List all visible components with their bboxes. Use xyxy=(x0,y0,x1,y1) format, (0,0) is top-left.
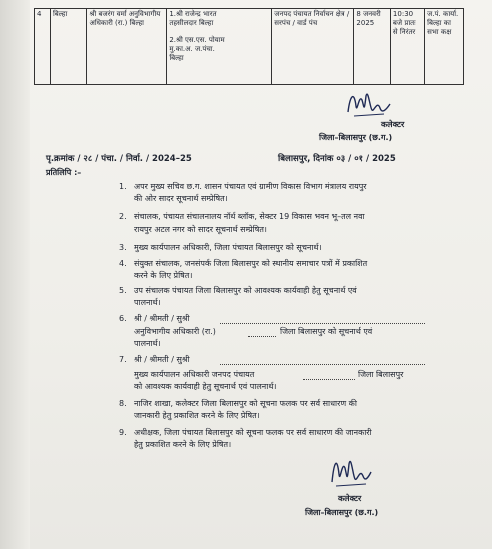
member-line: मु.का.अ. ज.पंचा. xyxy=(169,45,215,53)
item-line: जानकारी हेतु प्रकाशित करने के लिए प्रेषित। xyxy=(134,411,260,420)
cell-members xyxy=(167,9,272,85)
item-line: अधीक्षक, जिला पंचायत बिलासपुर को सूचना फलक पर सर्व साधारण की जानकारी xyxy=(134,428,372,437)
item-line: संचालक, पंचायत संचालनालय नॉर्थ ब्लॉक, सेक्टर 19 विकास भवन भू–तल नवा xyxy=(134,212,365,221)
office-top: जिला–बिलासपुर (छ.ग.) xyxy=(319,133,393,142)
item-number: 7. xyxy=(119,355,127,364)
designation-bottom: कलेक्टर xyxy=(338,494,362,503)
fill-line xyxy=(220,364,425,365)
member-line: 2.श्री एस.एस. पोयाम xyxy=(169,36,225,44)
item-number: 9. xyxy=(119,428,127,437)
cell-election: जनपद पंचायत निर्वाचन क्षेत्र / सरपंच / वार्ड पंच xyxy=(272,9,354,85)
cell-district: बिल्हा xyxy=(50,9,87,85)
page-edge-shadow xyxy=(0,0,30,549)
member-line: तहसीलदार बिल्हा xyxy=(169,19,214,27)
item-line: जिला बिलासपुर xyxy=(358,370,404,379)
item-line: श्री / श्रीमती / सुश्री xyxy=(134,314,190,323)
item-line: की ओर सादर सूचनार्थ सम्प्रेषित। xyxy=(134,194,228,203)
cell-serial: 4 xyxy=(35,9,51,85)
item-number: 3. xyxy=(119,243,127,252)
item-number: 4. xyxy=(119,259,127,268)
office-bottom: जिला–बिलासपुर (छ.ग.) xyxy=(305,508,379,517)
item-number: 2. xyxy=(119,212,127,221)
item-number: 1. xyxy=(119,182,127,191)
item-line: जिला बिलासपुर को सूचनार्थ एवं xyxy=(280,327,373,336)
cell-date: 8 जनवरी 2025 xyxy=(354,9,391,85)
signature-bottom xyxy=(328,452,374,490)
item-number: 8. xyxy=(119,399,127,408)
item-line: करने के लिए प्रेषित। xyxy=(134,271,193,280)
table-row xyxy=(35,9,464,85)
copy-label: प्रतिलिपि :– xyxy=(46,168,82,177)
item-line: पालनार्थ। xyxy=(134,339,161,348)
item-line: अपर मुख्य सचिव छ.ग. शासन पंचायत एवं ग्रामीण विकास विभाग मंत्रालय रायपुर xyxy=(134,182,367,191)
cell-venue: ज.पं. कार्या. बिल्हा का सभा कक्ष xyxy=(425,9,464,85)
cell-officer: श्री बजरंग वर्मा अनुविभागीय अधिकारी (रा.) बिल्हा xyxy=(87,9,167,85)
item-line: उप संचालक पंचायत जिला बिलासपुर को आवश्यक कार्यवाही हेतु सूचनार्थ एवं xyxy=(134,286,357,295)
designation-top: कलेक्टर xyxy=(381,120,405,129)
item-line: रायपुर अटल नगर को सादर सूचनार्थ सम्प्रेषित। xyxy=(134,225,267,234)
item-line: पालनार्थ। xyxy=(134,298,161,307)
cell-time: 10:30 बजे प्रातः से निरंतर xyxy=(390,9,424,85)
item-line: नाजिर शाखा, कलेक्टर जिला बिलासपुर को सूचना फलक पर सर्व साधारण की xyxy=(134,399,357,408)
item-number: 5. xyxy=(119,286,127,295)
signature-top xyxy=(344,86,394,120)
item-line: श्री / श्रीमती / सुश्री xyxy=(134,355,190,364)
officer-table xyxy=(34,8,464,85)
fill-line xyxy=(220,323,425,324)
item-line: मुख्य कार्यपालन अधिकारी जनपद पंचायत xyxy=(134,370,255,379)
member-line: बिल्हा xyxy=(169,54,184,62)
reference-date: बिलासपुर, दिनांक ०३ / ०१ / 2025 xyxy=(278,154,396,164)
item-line: संयुक्त संचालक, जनसंपर्क जिला बिलासपुर को स्थानीय समाचार पत्रों में प्रकाशित xyxy=(134,259,368,268)
item-line: हेतु प्रकाशित करने के लिए प्रेषित। xyxy=(134,440,232,449)
fill-line xyxy=(248,336,276,337)
item-line: मुख्य कार्यपालन अधिकारी, जिला पंचायत बिलासपुर को सूचनार्थ। xyxy=(134,243,322,252)
item-line: को आवश्यक कार्यवाही हेतु सूचनार्थ एवं पालनार्थ। xyxy=(134,382,277,391)
item-number: 6. xyxy=(119,314,127,323)
fill-line xyxy=(303,379,355,380)
reference-number: पृ.क्रमांक / २८ / पंचा. / निर्वा. / 2024–25 xyxy=(46,154,192,164)
member-line: 1.श्री राजेन्द्र भारत xyxy=(169,10,217,18)
item-line: अनुविभागीय अधिकारी (रा.) xyxy=(134,327,216,336)
